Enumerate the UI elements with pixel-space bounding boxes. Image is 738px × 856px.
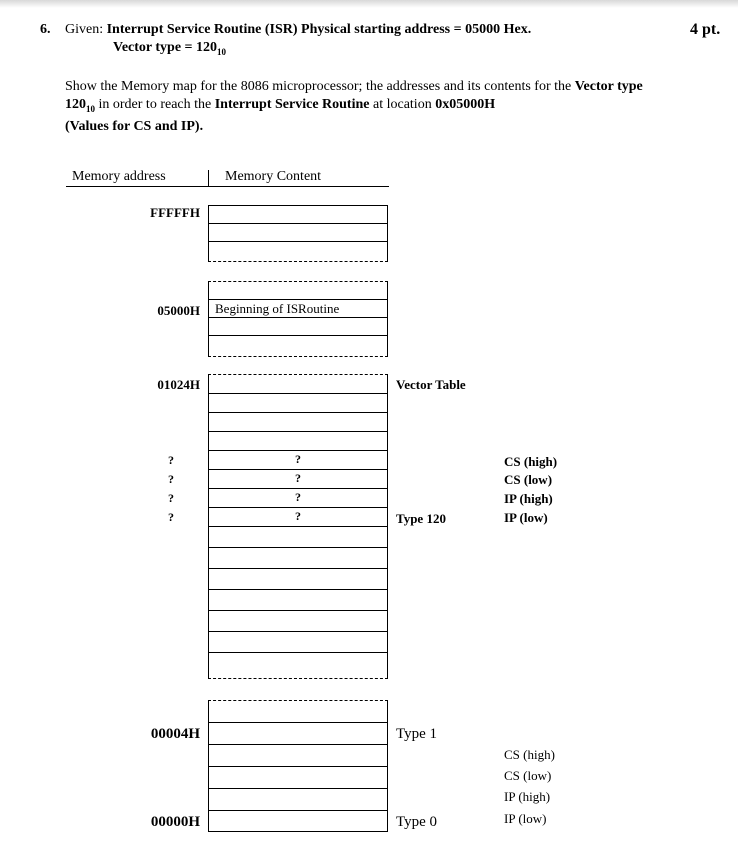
memory-cell <box>209 548 387 569</box>
memory-cell <box>209 375 387 394</box>
top-shadow <box>0 0 738 8</box>
given-line <box>65 22 531 38</box>
header-memory-address: Memory address <box>72 169 166 184</box>
instructions-b2: Interrupt Service Routine <box>214 97 370 112</box>
memory-cell <box>209 789 387 811</box>
ip-low-cell: ? <box>209 508 387 527</box>
memory-cell <box>209 413 387 432</box>
unknown-address: ? <box>168 510 174 524</box>
memory-cell <box>209 318 387 336</box>
instructions-b1-sub: 10 <box>86 103 95 114</box>
header-memory-content: Memory Content <box>225 169 322 184</box>
type-1-label: Type 1 <box>396 726 438 742</box>
vector-table-label: Vector Table <box>396 377 466 392</box>
memory-block-isr <box>208 281 388 357</box>
type0-ip-high: IP (high) <box>504 789 551 804</box>
type120-ip-high: IP (high) <box>504 491 553 506</box>
unknown-address: ? <box>168 472 174 486</box>
instructions-p2: in order to reach the <box>95 97 215 112</box>
address-05000h: 05000H <box>157 303 200 318</box>
memory-cell <box>209 242 387 260</box>
memory-cell <box>209 394 387 413</box>
question-number: 6. <box>40 22 51 37</box>
type0-cs-high: CS (high) <box>504 747 555 762</box>
type-120-label: Type 120 <box>396 511 446 526</box>
cs-low-cell: ? <box>209 470 387 489</box>
instructions <box>65 78 665 136</box>
instructions-p1: Show the Memory map for the 8086 microprocessor; the addresses and its contents for the <box>65 79 572 94</box>
cs-high-cell: ? <box>209 451 387 470</box>
memory-cell <box>209 282 387 300</box>
memory-cell <box>209 590 387 611</box>
memory-block-vector-table <box>208 374 388 679</box>
memory-cell <box>209 745 387 767</box>
points: 4 pt. <box>690 21 721 38</box>
memory-cell <box>209 527 387 548</box>
instructions-p3: at location <box>369 97 436 112</box>
address-01024h: 01024H <box>157 377 200 392</box>
unknown-address: ? <box>168 491 174 505</box>
instructions-b4: (Values for CS and IP). <box>65 118 204 134</box>
type120-cs-high: CS (high) <box>504 454 558 469</box>
memory-cell <box>209 432 387 451</box>
vector-type-subscript: 10 <box>217 46 227 57</box>
unknown-address: ? <box>168 453 174 467</box>
address-fffffh: FFFFFH <box>150 205 200 220</box>
ip-high-cell: ? <box>209 489 387 508</box>
memory-cell <box>209 336 387 354</box>
memory-cell <box>209 701 387 723</box>
type120-cs-low: CS (low) <box>504 472 553 487</box>
type0-cs-low: CS (low) <box>504 768 552 783</box>
memory-block-top <box>208 205 388 262</box>
instructions-b3: 0x05000H <box>435 97 496 112</box>
memory-cell <box>209 653 387 674</box>
memory-cell <box>209 723 387 745</box>
memory-cell <box>209 767 387 789</box>
isr-cell: Beginning of ISRoutine <box>209 300 387 318</box>
header-separator <box>208 170 209 186</box>
vector-type-text: Vector type = 120 <box>113 40 218 55</box>
instructions-b1: Vector type 120 <box>65 79 643 112</box>
type120-ip-low: IP (low) <box>504 510 548 525</box>
memory-cell <box>209 632 387 653</box>
given-prefix: Given: <box>65 22 104 37</box>
address-00000h: 00000H <box>150 814 200 830</box>
memory-cell <box>209 611 387 632</box>
given-text: Interrupt Service Routine (ISR) Physical starting address = 05000 Hex. <box>106 22 532 37</box>
type0-ip-low: IP (low) <box>504 811 547 826</box>
memory-cell <box>209 811 387 833</box>
vector-type-line <box>113 40 226 57</box>
header-underline <box>66 186 389 187</box>
memory-block-bottom <box>208 700 388 832</box>
address-00004h: 00004H <box>150 726 200 742</box>
memory-cell <box>209 569 387 590</box>
memory-cell <box>209 206 387 224</box>
type-0-label: Type 0 <box>396 814 438 830</box>
memory-cell <box>209 224 387 242</box>
